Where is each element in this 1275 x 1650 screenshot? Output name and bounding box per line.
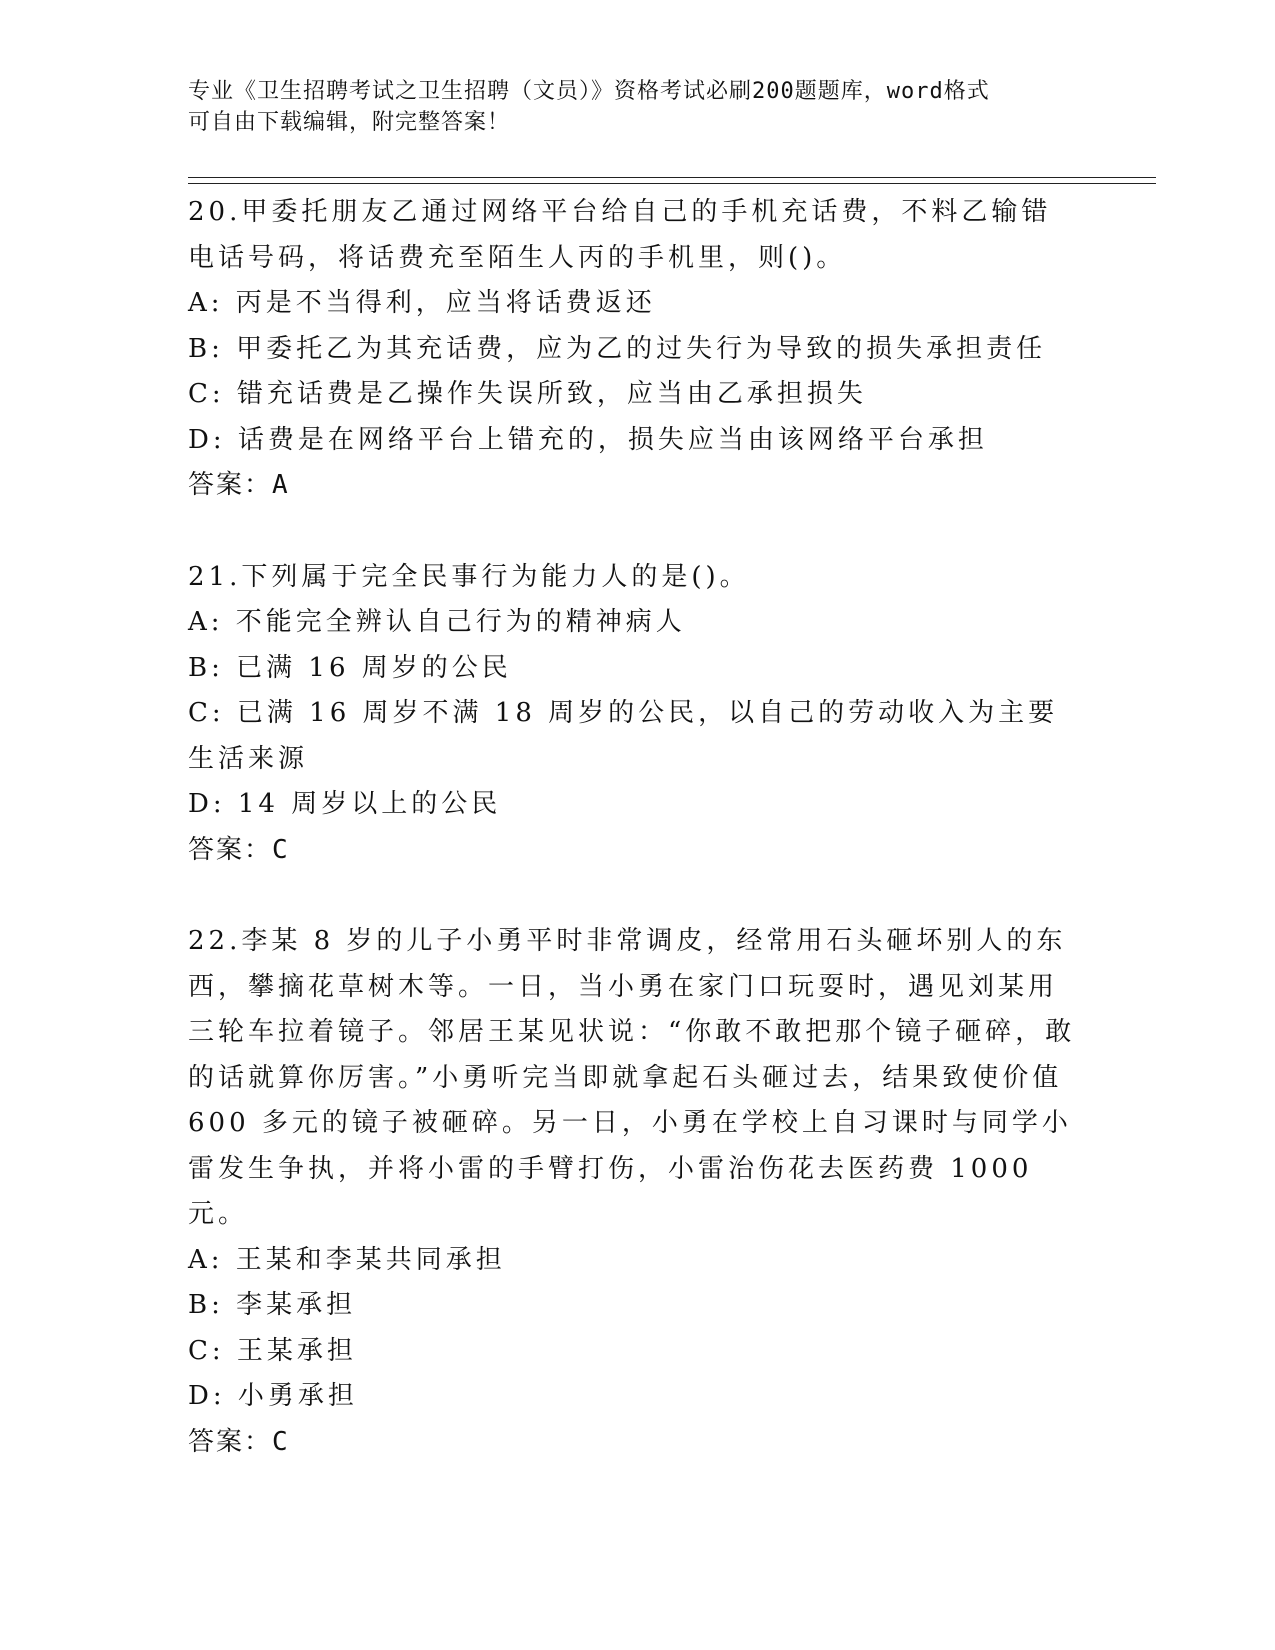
option-a: A: 不能完全辨认自己行为的精神病人 [188, 607, 686, 637]
question-22 [188, 919, 1078, 1465]
question-20 [188, 190, 1078, 509]
question-stem: 21.下列属于完全民事行为能力人的是()。 [188, 561, 750, 592]
question-21 [188, 555, 1078, 874]
document-header [188, 76, 1068, 138]
answer-line [188, 828, 1078, 874]
question-stem: 20.甲委托朋友乙通过网络平台给自己的手机充话费，不料乙输错电话号码，将话费充至陌生人丙的手机里，则()。 [188, 197, 1052, 273]
header-line-1: 专业《卫生招聘考试之卫生招聘（文员）》资格考试必刷200题题库，word格式 [188, 79, 990, 104]
option-d: D: 小勇承担 [188, 1381, 358, 1411]
option-c: C: 错充话费是乙操作失误所致，应当由乙承担损失 [188, 379, 867, 409]
question-stem: 22.李某 8 岁的儿子小勇平时非常调皮，经常用石头砸坏别人的东西，攀摘花草树木等。一日，当小勇在家门口玩耍时，遇见刘某用三轮车拉着镜子。邻居王某见状说：“你敢不敢把那个镜子砸碎，敢的话就算你厉害。”小勇听完当即就拿起石头砸过去，结果致使价值 600 多元的镜子被砸碎。另一日，小勇在学校上自习课时与同学小雷发生争执，并将小雷的手臂打伤，小雷治伤花去医药费 1000 元。 [188, 926, 1076, 1229]
answer-label: 答案： [188, 1426, 273, 1457]
question-list [188, 190, 1078, 1511]
answer-line [188, 463, 1078, 509]
option-b: B: 已满 16 周岁的公民 [188, 652, 512, 683]
answer-line [188, 1420, 1078, 1466]
option-a: A: 王某和李某共同承担 [188, 1244, 506, 1275]
option-c: C: 王某承担 [188, 1335, 357, 1366]
header-line-2: 可自由下载编辑，附完整答案！ [188, 110, 511, 135]
answer-value: A [272, 470, 288, 500]
option-b: B: 李某承担 [188, 1290, 357, 1320]
header-divider [188, 177, 1156, 184]
option-a: A: 丙是不当得利，应当将话费返还 [188, 288, 656, 318]
option-c: C: 已满 16 周岁不满 18 周岁的公民，以自己的劳动收入为主要生活来源 [188, 698, 1059, 774]
option-d: D: 话费是在网络平台上错充的，损失应当由该网络平台承担 [188, 424, 988, 455]
answer-value: C [272, 1426, 288, 1457]
answer-value: C [272, 834, 288, 865]
answer-label: 答案： [188, 470, 273, 500]
option-d: D: 14 周岁以上的公民 [188, 789, 502, 819]
option-b: B: 甲委托乙为其充话费，应为乙的过失行为导致的损失承担责任 [188, 333, 1047, 364]
answer-label: 答案： [188, 834, 273, 865]
